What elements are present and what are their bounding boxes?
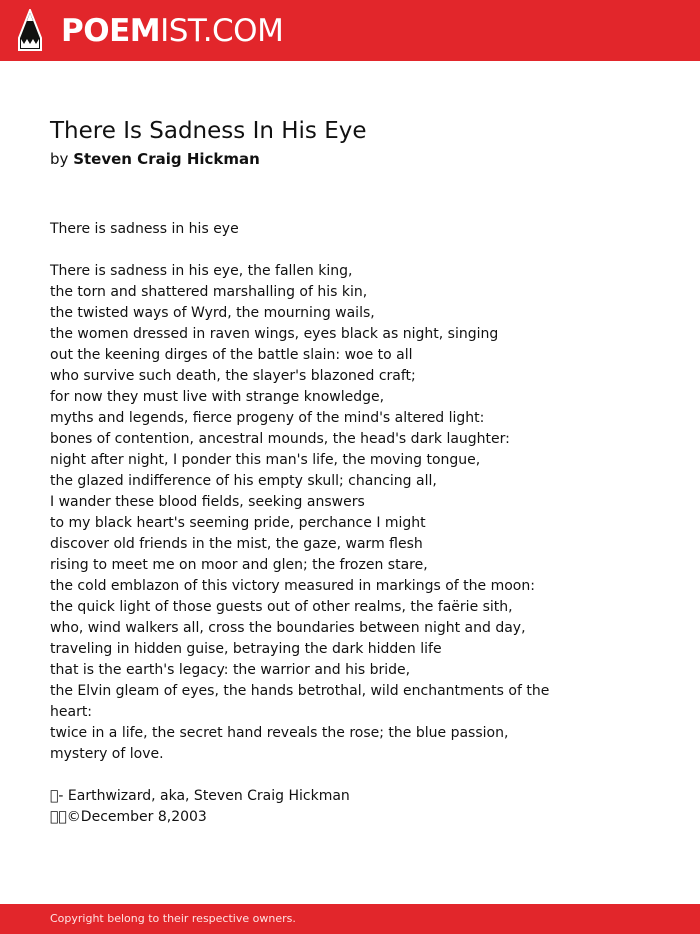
site-header	[0, 0, 700, 61]
site-logo[interactable]	[61, 11, 283, 51]
poem-line: discover old friends in the mist, the gaze, warm flesh	[50, 536, 423, 552]
poem-line: bones of contention, ancestral mounds, the head's dark laughter:	[50, 431, 510, 447]
poem-body	[50, 219, 650, 828]
stanza-break	[50, 765, 650, 786]
logo-word-poem: POEM	[61, 13, 161, 49]
stanza-break	[50, 240, 650, 261]
poem-line: that is the earth's legacy: the warrior and his bride,	[50, 662, 411, 678]
poem-line: myths and legends, fierce progeny of the mind's altered light:	[50, 410, 485, 426]
signature-line:  - Earthwizard, aka, Steven Craig Hickman	[50, 788, 350, 804]
author-name: Steven Craig Hickman	[73, 150, 260, 168]
copyright-notice: Copyright belong to their respective owners.	[50, 912, 296, 925]
poem-line: twice in a life, the secret hand reveals the rose; the blue passion,	[50, 725, 509, 741]
poem-line: traveling in hidden guise, betraying the dark hidden life	[50, 641, 442, 657]
poem-line: heart:	[50, 704, 93, 720]
poem-line: the Elvin gleam of eyes, the hands betrothal, wild enchantments of the	[50, 683, 550, 699]
poem-line: There is sadness in his eye, the fallen king,	[50, 263, 353, 279]
date-line:   ©December 8,2003	[50, 809, 207, 825]
logo-word-ist-com: IST.COM	[160, 13, 284, 49]
pencil-tip-icon[interactable]	[17, 9, 43, 51]
site-footer	[0, 904, 700, 934]
by-prefix: by	[50, 150, 69, 168]
poem-line: night after night, I ponder this man's life, the moving tongue,	[50, 452, 481, 468]
poem-subtitle: There is sadness in his eye	[50, 221, 239, 237]
poem-line: who, wind walkers all, cross the boundaries between night and day,	[50, 620, 526, 636]
poem-line: the glazed indifference of his empty skull; chancing all,	[50, 473, 437, 489]
poem-line: out the keening dirges of the battle slain: woe to all	[50, 347, 413, 363]
poem-line: rising to meet me on moor and glen; the frozen stare,	[50, 557, 428, 573]
poem-title: There Is Sadness In His Eye	[50, 118, 367, 144]
poem-line: mystery of love.	[50, 746, 164, 762]
poem-line: the women dressed in raven wings, eyes black as night, singing	[50, 326, 499, 342]
poem-line: the twisted ways of Wyrd, the mourning wails,	[50, 305, 375, 321]
poem-line: the quick light of those guests out of other realms, the faërie sith,	[50, 599, 513, 615]
poem-line: who survive such death, the slayer's blazoned craft;	[50, 368, 416, 384]
byline	[50, 148, 260, 170]
poem-line: the torn and shattered marshalling of his kin,	[50, 284, 368, 300]
poem-line: to my black heart's seeming pride, perchance I might	[50, 515, 426, 531]
poem-line: the cold emblazon of this victory measured in markings of the moon:	[50, 578, 535, 594]
poem-line: for now they must live with strange knowledge,	[50, 389, 385, 405]
poem-line: I wander these blood fields, seeking answers	[50, 494, 365, 510]
